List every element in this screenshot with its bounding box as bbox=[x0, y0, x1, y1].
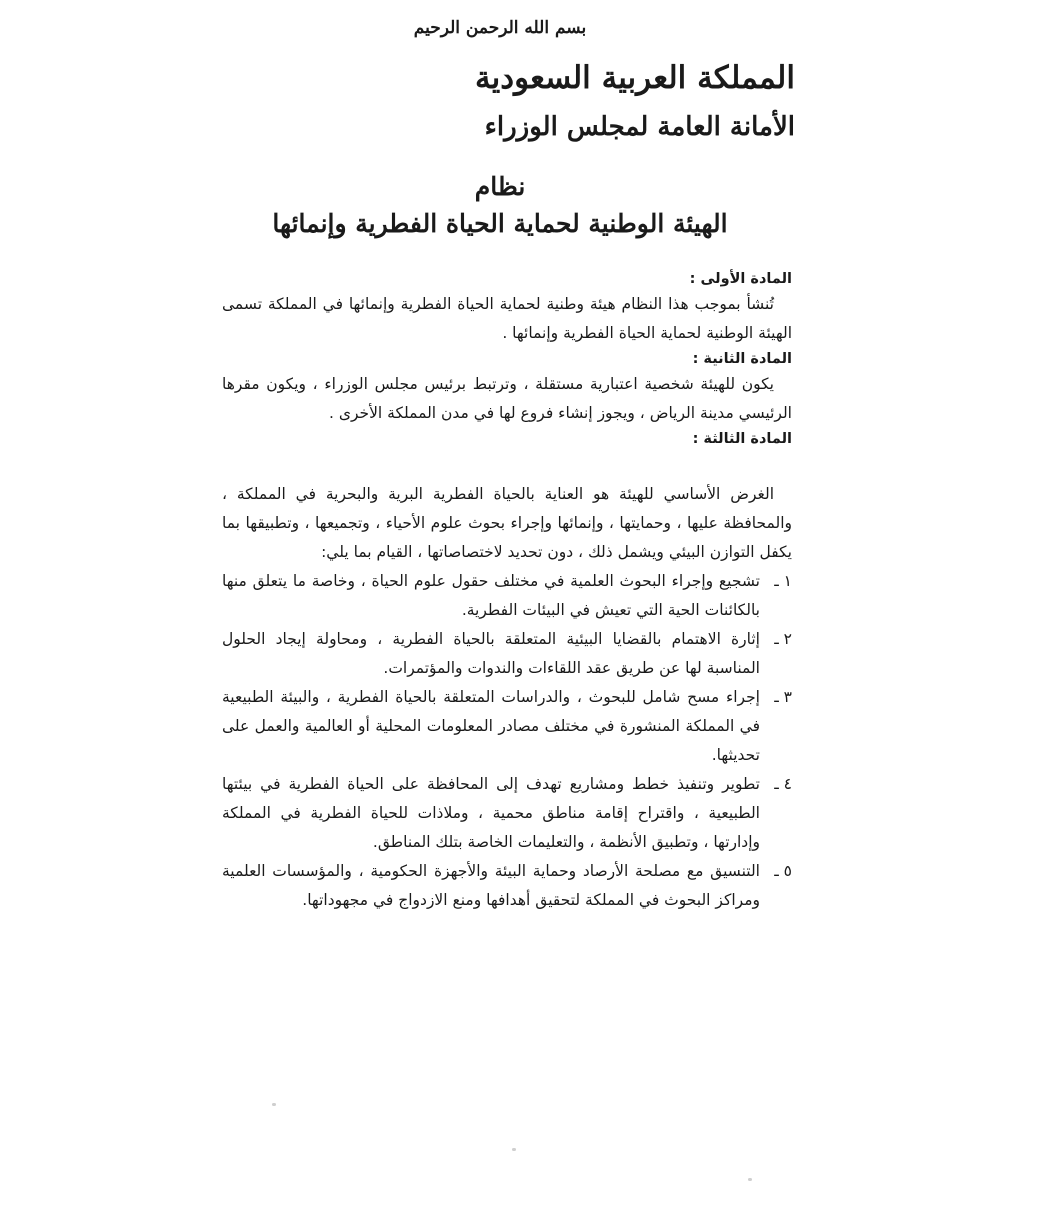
list-item bbox=[222, 625, 792, 683]
kingdom-name: المملكة العربية السعودية bbox=[475, 60, 795, 96]
article-text: الغرض الأساسي للهيئة هو العناية بالحياة الفطرية البرية والبحرية في المملكة ، والمحافظة عليها ، وحمايتها ، وإنمائها وإجراء بحوث علوم الأحياء ، وتجميعها ، وتطبيقها بما يكفل التوازن البيئي ويشمل ذلك ، دون تحديد لاختصاصاتها ، القيام بما يلي: bbox=[222, 485, 792, 561]
list-item bbox=[222, 567, 792, 625]
scan-speck bbox=[272, 1103, 276, 1106]
list-item-text: التنسيق مع مصلحة الأرصاد وحماية البيئة والأجهزة الحكومية ، والمؤسسات العلمية ومراكز البحوث في المملكة لتحقيق أهدافها ومنع الازدواج في مجهوداتها. bbox=[222, 862, 760, 909]
secretariat-name: الأمانة العامة لمجلس الوزراء bbox=[484, 112, 795, 142]
list-item-number: ٤ ـ bbox=[774, 775, 792, 793]
title-line-1: نظام bbox=[474, 172, 526, 201]
article-heading: المادة الثانية : bbox=[692, 351, 792, 367]
title-line-2: الهيئة الوطنية لحماية الحياة الفطرية وإنمائها bbox=[272, 209, 728, 238]
list-item-number: ٥ ـ bbox=[774, 862, 792, 880]
list-item bbox=[222, 857, 792, 915]
article-text: يكون للهيئة شخصية اعتبارية مستقلة ، وترتبط برئيس مجلس الوزراء ، ويكون مقرها الرئيسي مدينة الرياض ، ويجوز إنشاء فروع لها في مدن المملكة الأخرى . bbox=[222, 375, 792, 422]
article-2 bbox=[222, 348, 792, 428]
list-item-text: تشجيع وإجراء البحوث العلمية في مختلف حقول علوم الحياة ، وخاصة ما يتعلق منها بالكائنات الحية التي تعيش في البيئات الفطرية. bbox=[222, 572, 760, 619]
list-item-text: إجراء مسح شامل للبحوث ، والدراسات المتعلقة بالحياة الفطرية ، والبيئة الطبيعية في المملكة المنشورة في مختلف مصادر المعلومات المحلية أو العالمية والعمل على تحديثها. bbox=[222, 688, 760, 764]
list-item-text: تطوير وتنفيذ خطط ومشاريع تهدف إلى المحافظة على الحياة الفطرية في بيئتها الطبيعية ، واقتراح إقامة مناطق محمية ، وملاذات للحياة الفطرية في المملكة وإدارتها ، وتطبيق الأنظمة ، والتعليمات الخاصة بتلك المناطق. bbox=[222, 775, 760, 851]
letterhead bbox=[475, 60, 795, 142]
basmala: بسم الله الرحمن الرحيم bbox=[413, 18, 587, 38]
document-title bbox=[220, 170, 780, 244]
scan-speck bbox=[748, 1178, 752, 1181]
scan-speck bbox=[512, 1148, 516, 1151]
list-item bbox=[222, 770, 792, 857]
spacer bbox=[222, 450, 792, 480]
list-item-number: ١ ـ bbox=[774, 572, 792, 590]
article-heading: المادة الثالثة : bbox=[692, 431, 792, 447]
article-3 bbox=[222, 428, 792, 915]
document-body bbox=[222, 268, 792, 915]
list-item-text: إثارة الاهتمام بالقضايا البيئية المتعلقة بالحياة الفطرية ، ومحاولة إيجاد الحلول المناسبة لها عن طريق عقد اللقاءات والندوات والمؤتمرات. bbox=[222, 630, 760, 677]
article-heading: المادة الأولى : bbox=[689, 271, 792, 287]
list-item bbox=[222, 683, 792, 770]
article-text: تُنشأ بموجب هذا النظام هيئة وطنية لحماية الحياة الفطرية وإنمائها في المملكة تسمى الهيئة الوطنية لحماية الحياة الفطرية وإنمائها . bbox=[222, 295, 792, 342]
list-item-number: ٢ ـ bbox=[774, 630, 792, 648]
list-item-number: ٣ ـ bbox=[774, 688, 792, 706]
article-1 bbox=[222, 268, 792, 348]
